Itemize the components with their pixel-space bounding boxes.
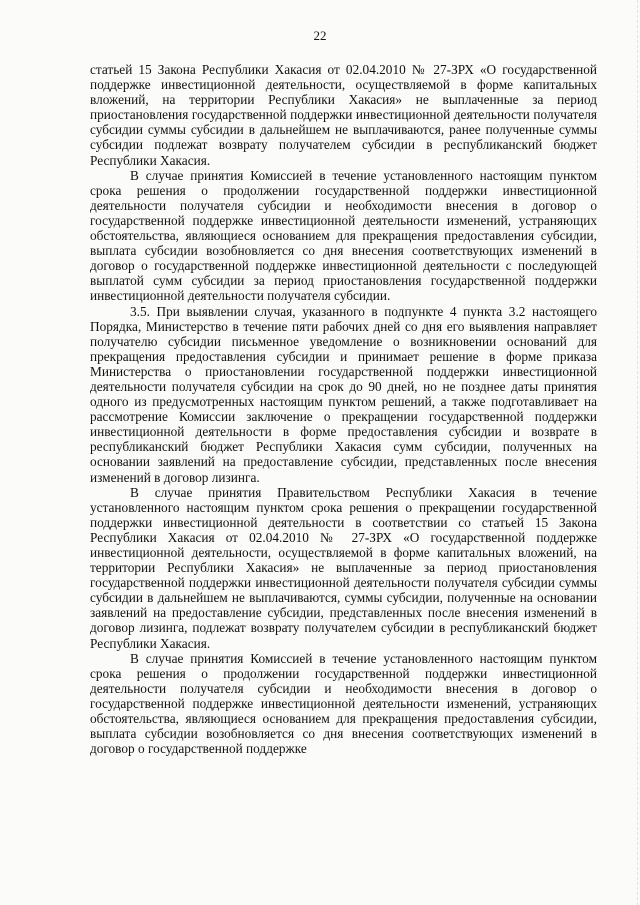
paragraph: В случае принятия Правительством Республики Хакасия в течение установленного настоящим пунктом срока решения о прекращении государственной поддержки инвестиционной деятельности в соответствии со статьей 15 Закона Республики Хакасия от 02.04.2010 № 27-ЗРХ «О государственной поддержке инвестиционной деятельности, осуществляемой в форме капитальных вложений, на территории Республики Хакасия» не выплаченные за период приостановления государственной поддержки инвестиционной деятельности получателя субсидии суммы субсидии в дальнейшем не выплачиваются, суммы субсидии, полученные на основании заявлений на предоставление субсидии, представленных после внесения изменений в договор лизинга, подлежат возврату получателем субсидии в республиканский бюджет Республики Хакасия. [90,484,597,651]
paragraph-section-3-5: 3.5. При выявлении случая, указанного в подпункте 4 пункта 3.2 настоящего Порядка, Министерство в течение пяти рабочих дней со дня его выявления направляет получателю субсидии письменное уведомление о возникновении оснований для прекращения предоставления субсидии и принимает решение в форме приказа Министерства о приостановлении государственной поддержки инвестиционной деятельности получателя субсидии на срок до 90 дней, но не позднее даты принятия одного из предусмотренных настоящим пунктом решений, а также подготавливает на рассмотрение Комиссии заключение о прекращении государственной поддержки инвестиционной деятельности в форме предоставления субсидии и возврате в республиканский бюджет Республики Хакасия сумм субсидии, полученных на основании заявлений на предоставление субсидии, представленных после внесения изменений в договор лизинга. [90,303,597,485]
paragraph: В случае принятия Комиссией в течение установленного настоящим пунктом срока решения о продолжении государственной поддержки инвестиционной деятельности получателя субсидии и необходимости внесения в договор о государственной поддержке инвестиционной деятельности изменений, устраняющих обстоятельства, являющиеся основанием для прекращения предоставления субсидии, выплата субсидии возобновляется со дня внесения соответствующих изменений в договор о государственной поддержке [90,650,597,757]
page-number: 22 [313,28,327,43]
scan-edge-line [636,0,638,905]
paragraph-continuation: статьей 15 Закона Республики Хакасия от 02.04.2010 № 27-ЗРХ «О государственной поддержке инвестиционной деятельности, осуществляемой в форме капитальных вложений, на территории Республики Хакасия» не выплаченные за период приостановления государственной поддержки инвестиционной деятельности получателя субсидии суммы субсидии в дальнейшем не выплачиваются, ранее полученные суммы субсидии подлежат возврату получателем субсидии в республиканский бюджет Республики Хакасия. [90,62,597,168]
paragraph: В случае принятия Комиссией в течение установленного настоящим пунктом срока решения о продолжении государственной поддержки инвестиционной деятельности получателя субсидии и необходимости внесения в договор о государственной поддержке инвестиционной деятельности изменений, устраняющих обстоятельства, являющиеся основанием для прекращения предоставления субсидии, выплата субсидии возобновляется со дня внесения соответствующих изменений в договор о государственной поддержке инвестиционной деятельности с последующей выплатой сумм субсидии за период приостановления государственной поддержки инвестиционной деятельности получателя субсидии. [90,167,597,304]
document-body [90,62,597,756]
